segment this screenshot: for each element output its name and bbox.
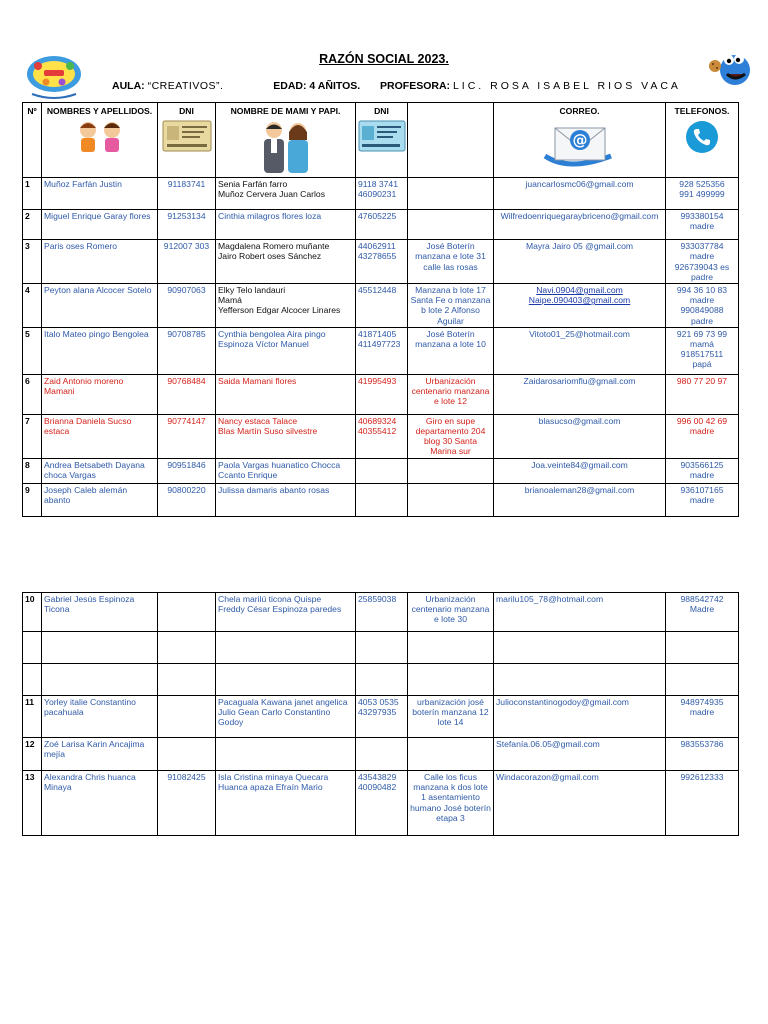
student-table-2 (22, 592, 739, 836)
student-name: Joseph Caleb alemán abanto (42, 483, 158, 516)
student-name (42, 632, 158, 664)
parents-names: Pacaguala Kawana janet angelica Julio Gean Carlo Constantino Godoy (216, 696, 356, 738)
parents-dni (356, 458, 408, 483)
email[interactable]: Vitoto01_25@hotmail.com (494, 327, 666, 374)
student-name: Alexandra Chris huanca Minaya (42, 771, 158, 836)
row-number: 1 (23, 178, 42, 210)
address (408, 458, 494, 483)
parents-dni: 40689324 40355412 (356, 414, 408, 458)
table-row (23, 240, 739, 284)
phone: 993380154 madre (666, 210, 739, 240)
phone: 992612333 (666, 771, 739, 836)
cookie-monster-icon (707, 44, 753, 90)
parents-names: Julissa damaris abanto rosas (216, 483, 356, 516)
email[interactable]: Wilfredoenriquegaraybriceno@gmail.com (494, 210, 666, 240)
row-number: 4 (23, 284, 42, 328)
address (408, 483, 494, 516)
student-dni (158, 632, 216, 664)
table-row (23, 632, 739, 664)
row-number: 3 (23, 240, 42, 284)
children-icon (68, 120, 132, 154)
table-row (23, 210, 739, 240)
phone (666, 664, 739, 696)
page-title: RAZÓN SOCIAL 2023. (319, 52, 449, 66)
parents-names: Isla Cristina minaya Quecara Huanca apaza Efraín Mario (216, 771, 356, 836)
table-row (23, 458, 739, 483)
email[interactable]: brianoaleman28@gmail.com (494, 483, 666, 516)
address: Calle los ficus manzana k dos lote 1 asentamiento humano José boterín etapa 3 (408, 771, 494, 836)
student-name: Miguel Enrique Garay flores (42, 210, 158, 240)
table-row (23, 593, 739, 632)
parents-names: Senia Farfán farro Muñoz Cervera Juan Carlos (216, 178, 356, 210)
parents-names: Elky Telo landauri Mamá Yefferson Edgar Alcocer Linares (216, 284, 356, 328)
student-name: Paris oses Romero (42, 240, 158, 284)
email[interactable]: Zaidarosariomflu@gmail.com (494, 374, 666, 414)
parents-dni: 47605225 (356, 210, 408, 240)
parents-names: Cynthia bengolea Aira pingo Espinoza Víctor Manuel (216, 327, 356, 374)
parents-dni: 44062911 43278655 (356, 240, 408, 284)
table-1-body (23, 178, 739, 516)
row-number: 12 (23, 738, 42, 771)
col-n: Nº (23, 103, 42, 178)
phone: 948974935 madre (666, 696, 739, 738)
student-dni: 91183741 (158, 178, 216, 210)
row-number: 5 (23, 327, 42, 374)
parents-names: Magdalena Romero muñante Jairo Robert oses Sánchez (216, 240, 356, 284)
email[interactable]: Windacorazon@gmail.com (494, 771, 666, 836)
class-info (112, 80, 681, 92)
address: José Boterín manzana a lote 10 (408, 327, 494, 374)
student-dni: 90907063 (158, 284, 216, 328)
student-name: Gabriel Jesús Espinoza Ticona (42, 593, 158, 632)
table-row (23, 327, 739, 374)
student-name: Brianna Daniela Sucso estaca (42, 414, 158, 458)
address: Urbanización centenario manzana e lote 30 (408, 593, 494, 632)
student-dni: 90768484 (158, 374, 216, 414)
table-row (23, 738, 739, 771)
email[interactable]: Joa.veinte84@gmail.com (494, 458, 666, 483)
address (408, 738, 494, 771)
col-dni: DNI (158, 103, 216, 178)
student-name: Italo Mateo pingo Bengolea (42, 327, 158, 374)
profesora-label: PROFESORA: (380, 80, 451, 92)
table-row (23, 178, 739, 210)
phone: 921 69 73 99 mamá 918517511 papá (666, 327, 739, 374)
aula-value: “CREATIVOS”. (147, 80, 224, 92)
table-row (23, 284, 739, 328)
phone: 903566125 madre (666, 458, 739, 483)
email[interactable]: Mayra Jairo 05 @gmail.com (494, 240, 666, 284)
student-dni (158, 593, 216, 632)
student-name: Zoé Larisa Karin Ancajima mejía (42, 738, 158, 771)
phone: 988542742 Madre (666, 593, 739, 632)
aula-label: AULA: (112, 80, 145, 92)
student-name: Andrea Betsabeth Dayana choca Vargas (42, 458, 158, 483)
phone: 983553786 (666, 738, 739, 771)
phone: 980 77 20 97 (666, 374, 739, 414)
parents-names (216, 632, 356, 664)
student-dni: 90951846 (158, 458, 216, 483)
header-row (23, 103, 739, 178)
row-number (23, 632, 42, 664)
student-name: Muñoz Farfán Justin (42, 178, 158, 210)
email[interactable] (494, 664, 666, 696)
parents-names: Saida Mamani flores (216, 374, 356, 414)
email-icon (539, 120, 621, 170)
phone: 996 00 42 69 madre (666, 414, 739, 458)
address: José Boterín manzana e lote 31 calle las rosas (408, 240, 494, 284)
parents-dni (356, 738, 408, 771)
parents-names (216, 664, 356, 696)
address: Giro en supe departamento 204 blog 30 Santa Marina sur (408, 414, 494, 458)
parents-icon (254, 120, 318, 176)
col-nombres: NOMBRES Y APELLIDOS. (42, 103, 158, 178)
table-row (23, 696, 739, 738)
student-dni: 91082425 (158, 771, 216, 836)
email[interactable] (494, 632, 666, 664)
parents-names: Nancy estaca Talace Blas Martín Suso silvestre (216, 414, 356, 458)
email[interactable]: marilu105_78@hotmail.com (494, 593, 666, 632)
profesora-value: LIC. ROSA ISABEL RIOS VACA (452, 80, 681, 92)
email[interactable]: blasucso@gmail.com (494, 414, 666, 458)
phone: 936107165 madre (666, 483, 739, 516)
parents-names (216, 738, 356, 771)
address (408, 664, 494, 696)
email[interactable]: Navi.0904@gmail.com Naipe.090403@gmail.com (494, 284, 666, 328)
row-number: 6 (23, 374, 42, 414)
edad-label: EDAD: 4 AÑITOS. (273, 80, 361, 92)
student-dni: 90800220 (158, 483, 216, 516)
col-padres: NOMBRE DE MAMI Y PAPI. (216, 103, 356, 178)
parents-dni: 25859038 (356, 593, 408, 632)
row-number: 10 (23, 593, 42, 632)
parents-dni: 45512448 (356, 284, 408, 328)
parents-dni: 4053 0535 43297935 (356, 696, 408, 738)
row-number: 2 (23, 210, 42, 240)
row-number: 7 (23, 414, 42, 458)
email[interactable]: Julioconstantinogodoy@gmail.com (494, 696, 666, 738)
col-dni2: DNI (356, 103, 408, 178)
student-dni: 90708785 (158, 327, 216, 374)
row-number: 13 (23, 771, 42, 836)
row-number (23, 664, 42, 696)
col-telefonos: TELEFONOS. (666, 103, 739, 178)
email[interactable]: juancarlosmc06@gmail.com (494, 178, 666, 210)
col-correo: CORREO. @ (494, 103, 666, 178)
row-number: 8 (23, 458, 42, 483)
student-dni: 90774147 (158, 414, 216, 458)
table-row (23, 374, 739, 414)
student-name: Peyton alana Alcocer Sotelo (42, 284, 158, 328)
phone: 928 525356 991 499999 (666, 178, 739, 210)
id-card-icon (162, 120, 212, 152)
student-dni (158, 696, 216, 738)
email[interactable]: Stefanía.06.05@gmail.com (494, 738, 666, 771)
col-direccion (408, 103, 494, 178)
phone: 933037784 madre 926739043 es padre (666, 240, 739, 284)
address: urbanización josé boterín manzana 12 lote 14 (408, 696, 494, 738)
student-name: Zaid Antonio moreno Mamani (42, 374, 158, 414)
parents-dni: 41995493 (356, 374, 408, 414)
student-dni: 912007 303 (158, 240, 216, 284)
address (408, 632, 494, 664)
phone: 994 36 10 83 madre 990849088 padre (666, 284, 739, 328)
student-dni: 91253134 (158, 210, 216, 240)
student-dni (158, 664, 216, 696)
row-number: 11 (23, 696, 42, 738)
address: Manzana b lote 17 Santa Fe o manzana b lote 2 Alfonso Aguilar (408, 284, 494, 328)
parents-dni (356, 664, 408, 696)
parents-dni (356, 483, 408, 516)
table-2-body (23, 593, 739, 836)
parents-names: Chela marilú ticona Quispe Freddy César Espinoza paredes (216, 593, 356, 632)
student-dni (158, 738, 216, 771)
table-row (23, 664, 739, 696)
address (408, 178, 494, 210)
id-card-blue-icon (358, 120, 406, 152)
student-name (42, 664, 158, 696)
row-number: 9 (23, 483, 42, 516)
parents-dni: 9118 3741 46090231 (356, 178, 408, 210)
phone-icon (685, 120, 719, 154)
parents-names: Paola Vargas huanatico Chocca Ccanto Enrique (216, 458, 356, 483)
parents-dni: 43543829 40090482 (356, 771, 408, 836)
table-row (23, 483, 739, 516)
student-name: Yorley italie Constantino pacahuala (42, 696, 158, 738)
address (408, 210, 494, 240)
svg-text:@: @ (572, 131, 587, 150)
parents-dni (356, 632, 408, 664)
phone (666, 632, 739, 664)
table-row (23, 414, 739, 458)
parents-dni: 41871405 411497723 (356, 327, 408, 374)
student-table-1 (22, 102, 739, 517)
parents-names: Cinthia milagros flores loza (216, 210, 356, 240)
address: Urbanización centenario manzana e lote 12 (408, 374, 494, 414)
table-row (23, 771, 739, 836)
